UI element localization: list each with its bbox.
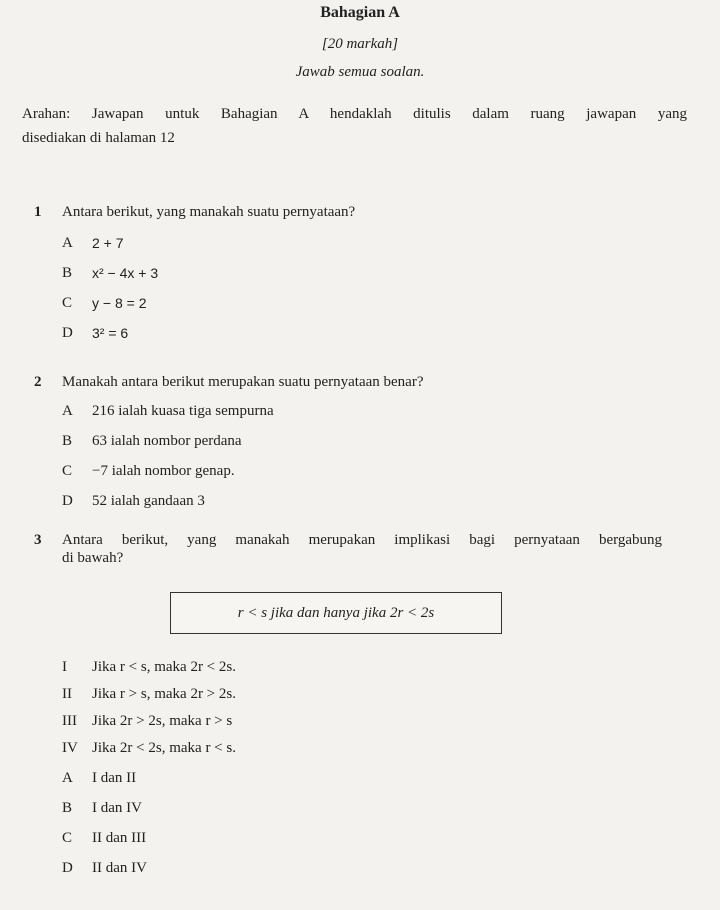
q2-option-d-text: 52 ialah gandaan 3: [92, 493, 205, 509]
q2-option-b-text: 63 ialah nombor perdana: [92, 433, 242, 449]
q1-option-c-label: C: [62, 295, 73, 311]
boxed-statement: [170, 592, 502, 634]
q1-option-d-text: 3² = 6: [92, 325, 129, 341]
q3-statement-i-label: I: [62, 659, 67, 675]
q2-option-c-label: C: [62, 463, 73, 479]
q3-option-a-label: A: [62, 770, 73, 786]
q1-option-d-label: D: [62, 325, 73, 341]
q3-statement-iii-text: Jika 2r > 2s, maka r > s: [92, 713, 233, 729]
q2-option-a-label: A: [62, 403, 73, 419]
question-3-number: 3: [34, 532, 42, 548]
q3-option-d-text: II dan IV: [92, 860, 147, 876]
q3-option-b-text: I dan IV: [92, 800, 142, 816]
q3-statement-iii-label: III: [62, 713, 77, 729]
q3-statement-i-text: Jika r < s, maka 2r < 2s.: [92, 659, 236, 675]
q1-option-c-text: y − 8 = 2: [92, 295, 147, 311]
section-title: Bahagian A: [320, 4, 400, 21]
q3-statement-iv-text: Jika 2r < 2s, maka r < s.: [92, 740, 236, 756]
boxed-statement-text: r < s jika dan hanya jika 2r < 2s: [237, 604, 435, 621]
q3-statement-ii-text: Jika r > s, maka 2r > 2s.: [92, 686, 236, 702]
q3-option-d-label: D: [62, 860, 73, 876]
q3-statement-iv-label: IV: [62, 740, 78, 756]
question-3-text-line-2: di bawah?: [62, 550, 124, 566]
q1-option-b-text: x² − 4x + 3: [92, 265, 159, 281]
q3-option-c-label: C: [62, 830, 73, 846]
q1-option-a-label: A: [62, 235, 73, 251]
q3-option-c-text: II dan III: [92, 830, 147, 846]
marks-label: [20 markah]: [321, 36, 399, 52]
instruction-short: Jawab semua soalan.: [295, 64, 425, 80]
q3-option-b-label: B: [62, 800, 73, 816]
question-2-number: 2: [34, 374, 42, 390]
arahan-line-1: Arahan: Jawapan untuk Bahagian A hendaklah ditulis dalam ruang jawapan yang: [22, 106, 687, 122]
q1-option-b-label: B: [62, 265, 73, 281]
question-2-text: Manakah antara berikut merupakan suatu pernyataan benar?: [62, 374, 424, 390]
q3-statement-ii-label: II: [62, 686, 72, 702]
q2-option-b-label: B: [62, 433, 73, 449]
q2-option-a-text: 216 ialah kuasa tiga sempurna: [92, 403, 274, 419]
q2-option-c-text: −7 ialah nombor genap.: [92, 463, 235, 479]
question-1-number: 1: [34, 204, 42, 220]
arahan-line-2: disediakan di halaman 12: [22, 130, 175, 146]
question-1-text: Antara berikut, yang manakah suatu pernyataan?: [62, 204, 356, 220]
q3-option-a-text: I dan II: [92, 770, 137, 786]
q1-option-a-text: 2 + 7: [92, 235, 124, 251]
question-3-text-line-1: Antara berikut, yang manakah merupakan implikasi bagi pernyataan bergabung: [62, 532, 662, 548]
q2-option-d-label: D: [62, 493, 73, 509]
